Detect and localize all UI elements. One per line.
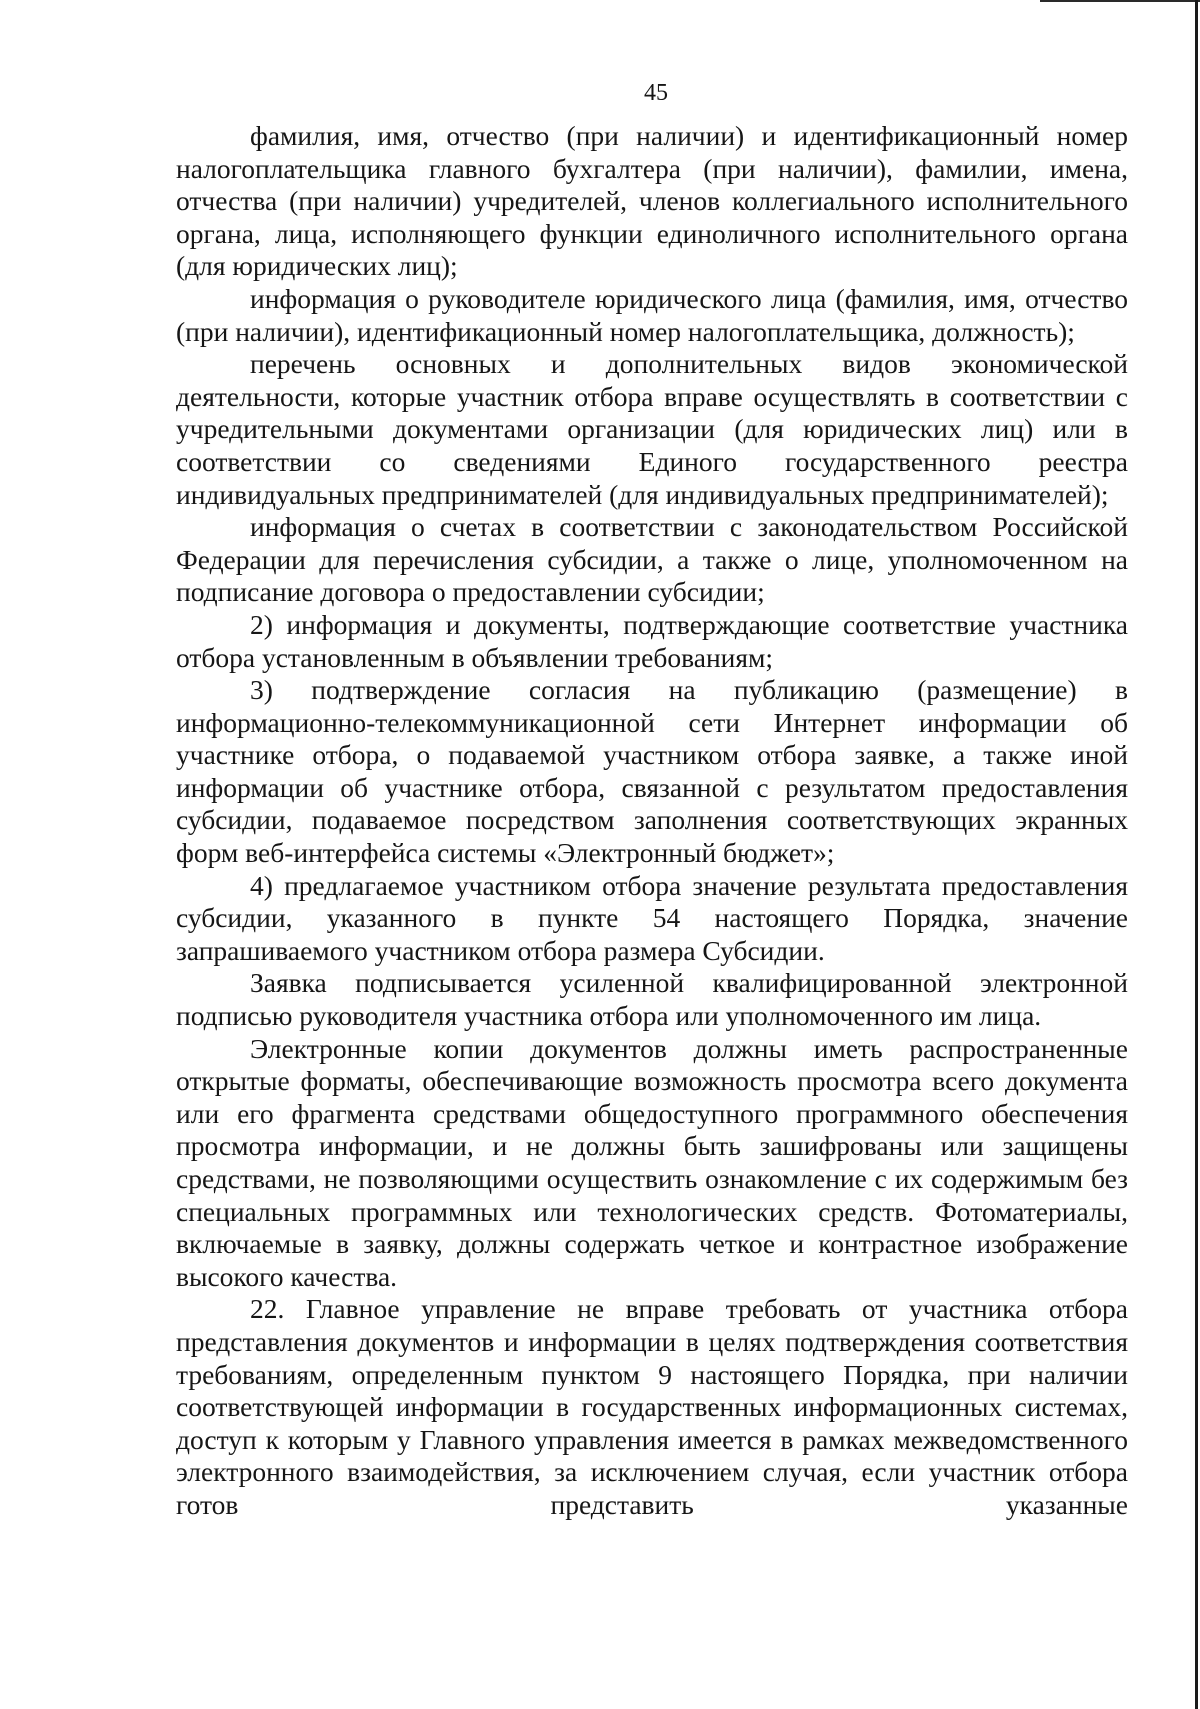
paragraph-bank-accounts: информация о счетах в соответствии с законодательством Российской Федерации для перечисления субсидии, а также о лице, уполномоченном на подписание договора о предоставлении субсидии; (176, 511, 1128, 608)
paragraph-accountant-and-founders: фамилия, имя, отчество (при наличии) и идентификационный номер налогоплательщика главного бухгалтера (при наличии), фамилии, имена, отчества (при наличии) учредителей, членов коллегиального исполнительного органа, лица, исполняющего функции единоличного исполнительного органа (для юридических лиц); (176, 120, 1128, 282)
paragraph-activity-types: перечень основных и дополнительных видов экономической деятельности, которые участник отбора вправе осуществлять в соответствии с учредительными документами организации (для юридических лиц) или в соответствии со сведениями Единого государственного реестра индивидуальных предпринимателей (для индивидуальных предпринимателей); (176, 348, 1128, 510)
scan-edge-top (1040, 0, 1200, 2)
scan-edge-right (1195, 0, 1198, 1709)
paragraph-item-4: 4) предлагаемое участником отбора значение результата предоставления субсидии, указанного в пункте 54 настоящего Порядка, значение запрашиваемого участником отбора размера Субсидии. (176, 869, 1128, 966)
document-body (176, 120, 1128, 1522)
paragraph-head-of-legal-entity: информация о руководителе юридического лица (фамилия, имя, отчество (при наличии), идентификационный номер налогоплательщика, должность); (176, 282, 1128, 347)
paragraph-item-3: 3) подтверждение согласия на публикацию (размещение) в информационно-телекоммуникационной сети Интернет информации об участнике отбора, о подаваемой участником отбора заявке, а также иной информации об участнике отбора, связанной с результатом предоставления субсидии, подаваемое посредством заполнения соответствующих экранных форм веб-интерфейса системы «Электронный бюджет»; (176, 674, 1128, 869)
paragraph-item-2: 2) информация и документы, подтверждающие соответствие участника отбора установленным в объявлении требованиям; (176, 608, 1128, 673)
paragraph-electronic-copies: Электронные копии документов должны иметь распространенные открытые форматы, обеспечивающие возможность просмотра всего документа или его фрагмента средствами общедоступного программного обеспечения просмотра информации, и не должны быть зашифрованы или защищены средствами, не позволяющими осуществить ознакомление с их содержимым без специальных программных или технологических средств. Фотоматериалы, включаемые в заявку, должны содержать четкое и контрастное изображение высокого качества. (176, 1032, 1128, 1292)
paragraph-signature: Заявка подписывается усиленной квалифицированной электронной подписью руководителя участника отбора или уполномоченного им лица. (176, 967, 1128, 1032)
paragraph-item-22: 22. Главное управление не вправе требовать от участника отбора представления документов и информации в целях подтверждения соответствия требованиям, определенным пунктом 9 настоящего Порядка, при наличии соответствующей информации в государственных информационных системах, доступ к которым у Главного управления имеется в рамках межведомственного электронного взаимодействия, за исключением случая, если участник отбора готов представить указанные (176, 1293, 1128, 1520)
page-number: 45 (644, 80, 668, 106)
